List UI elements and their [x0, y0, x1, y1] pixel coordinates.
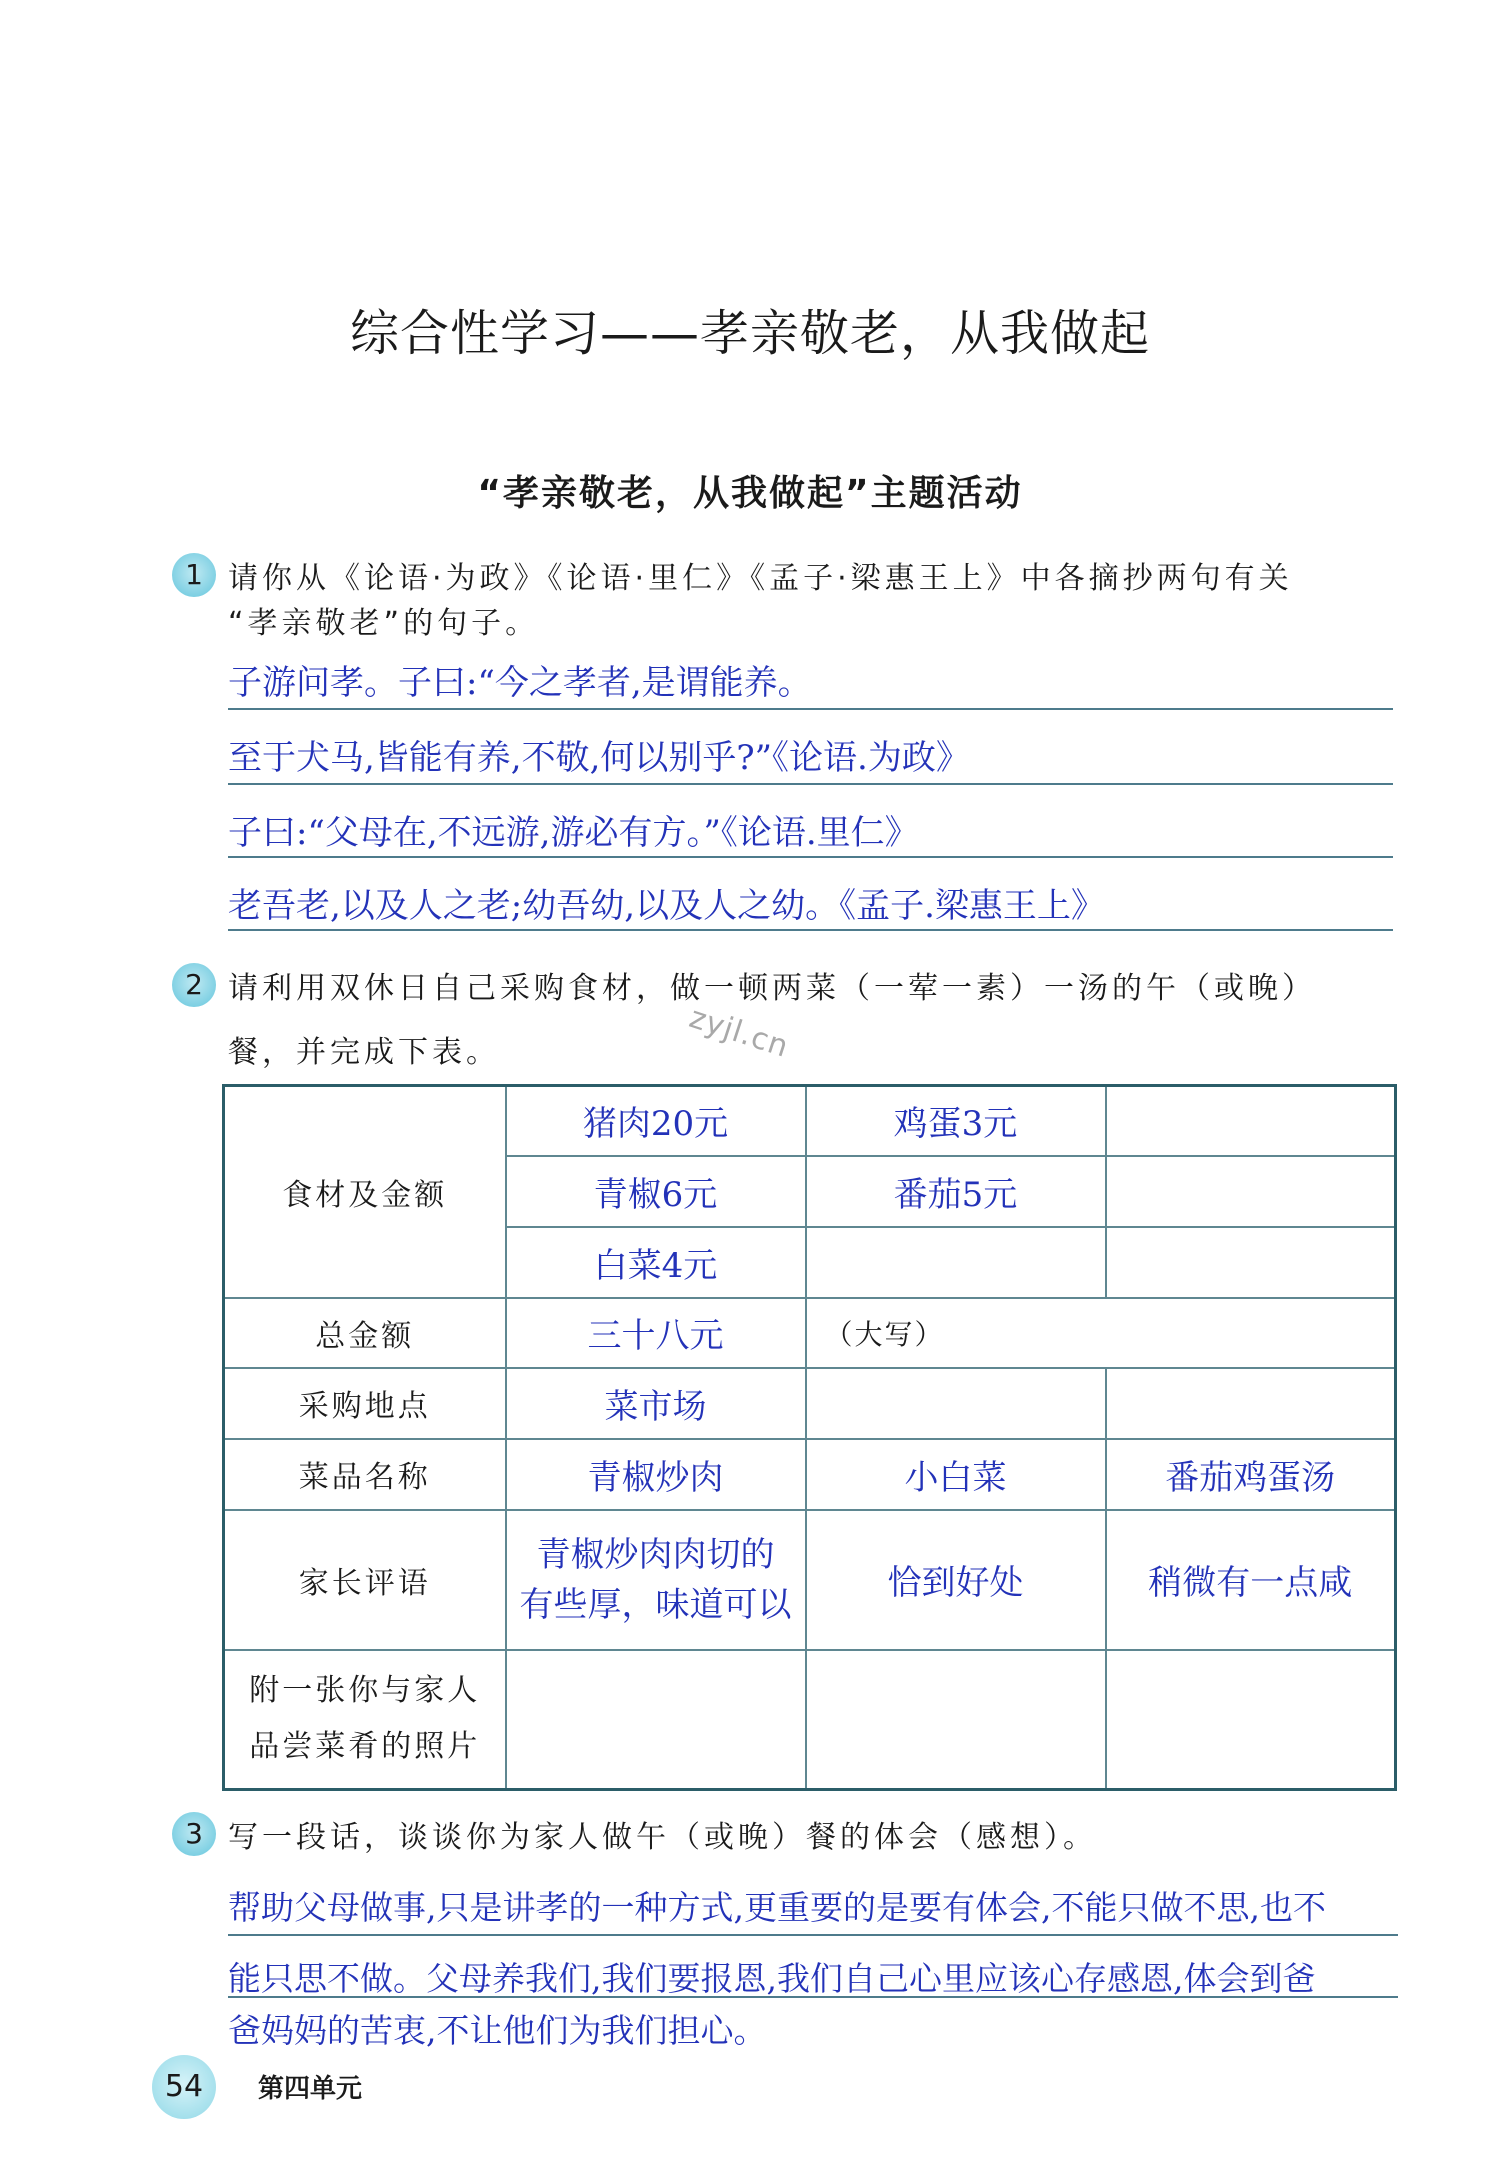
q1-answer-line-4: 老吾老,以及人之老;幼吾幼,以及人之幼。《孟子.梁惠王上》 [228, 886, 1105, 926]
ingredient-cell: 鸡蛋3元 [806, 1086, 1106, 1156]
question-3-text: 写一段话，谈谈你为家人做午（或晚）餐的体会（感想）。 [228, 1820, 1097, 1855]
question-3-number: 3 [172, 1812, 216, 1856]
q3-answer-line-1: 帮助父母做事,只是讲孝的一种方式,更重要的是要有体会,不能只做不思,也不 [228, 1888, 1326, 1927]
unit-label: 第四单元 [258, 2074, 363, 2104]
q3-writing-line-2 [228, 1996, 1398, 1998]
question-1-text-line2: “孝亲敬老”的句子。 [228, 606, 540, 641]
q1-writing-line-1 [228, 708, 1393, 710]
ingredient-cell: 青椒6元 [506, 1156, 806, 1227]
total-label: 总金额 [224, 1298, 506, 1368]
q1-writing-line-3 [228, 856, 1393, 858]
watermark: zyjl.cn [685, 1000, 794, 1065]
activity-subtitle: “孝亲敬老，从我做起”主题活动 [477, 473, 1023, 514]
photo-label-line2: 品尝菜肴的照片 [249, 1729, 481, 1765]
dish-name: 小白菜 [806, 1439, 1106, 1510]
question-2-text-line1: 请利用双休日自己采购食材，做一顿两菜（一荤一素）一汤的午（或晚） [228, 971, 1316, 1006]
photo-cell [806, 1650, 1106, 1790]
parent-comment-1 [506, 1510, 806, 1650]
photo-cell [506, 1650, 806, 1790]
question-2-number: 2 [172, 963, 216, 1007]
ingredient-cell [806, 1227, 1106, 1298]
q1-writing-line-4 [228, 929, 1393, 931]
ingredient-cell: 白菜4元 [506, 1227, 806, 1298]
ingredient-cell [1106, 1156, 1396, 1227]
place-cell: 菜市场 [506, 1368, 806, 1439]
total-value: 三十八元 [506, 1298, 806, 1368]
ingredients-label: 食材及金额 [224, 1086, 506, 1298]
parent-comment-3: 稍微有一点咸 [1106, 1510, 1396, 1650]
parent-comment-2: 恰到好处 [806, 1510, 1106, 1650]
photo-label-line1: 附一张你与家人 [249, 1673, 481, 1709]
ingredient-cell [1106, 1227, 1396, 1298]
place-cell [806, 1368, 1106, 1439]
photo-label [224, 1650, 506, 1790]
ingredient-cell [1106, 1086, 1396, 1156]
q1-answer-line-1: 子游问孝。子曰:“今之孝者,是谓能养。 [228, 663, 812, 703]
parent-comment-1-line2: 有些厚，味道可以 [519, 1584, 792, 1625]
q1-writing-line-2 [228, 783, 1393, 785]
total-note: （大写） [806, 1298, 1396, 1368]
dish-name: 番茄鸡蛋汤 [1106, 1439, 1396, 1510]
question-2-text-line2: 餐，并完成下表。 [228, 1035, 500, 1070]
place-label: 采购地点 [224, 1368, 506, 1439]
page-number: 54 [152, 2055, 216, 2119]
place-cell [1106, 1368, 1396, 1439]
dish-name: 青椒炒肉 [506, 1439, 806, 1510]
ingredient-cell: 猪肉20元 [506, 1086, 806, 1156]
question-1-text-line1: 请你从《论语·为政》《论语·里仁》《孟子·梁惠王上》中各摘抄两句有关 [228, 561, 1293, 596]
question-1-number: 1 [172, 553, 216, 597]
q3-answer-line-2: 能只思不做。父母养我们,我们要报恩,我们自己心里应该心存感恩,体会到爸 [228, 1959, 1316, 1998]
q3-answer-line-3: 爸妈妈的苦衷,不让他们为我们担心。 [228, 2011, 767, 2050]
parent-comment-1-line1: 青椒炒肉肉切的 [536, 1534, 775, 1575]
q1-answer-line-3: 子曰:“父母在,不远游,游必有方。”《论语.里仁》 [228, 813, 919, 853]
comment-label: 家长评语 [224, 1510, 506, 1650]
q3-writing-line-1 [228, 1934, 1398, 1936]
meal-table [222, 1084, 1397, 1791]
ingredient-cell: 番茄5元 [806, 1156, 1106, 1227]
q1-answer-line-2: 至于犬马,皆能有养,不敬,何以别乎?”《论语.为政》 [228, 738, 970, 778]
dish-label: 菜品名称 [224, 1439, 506, 1510]
photo-cell [1106, 1650, 1396, 1790]
page-title: 综合性学习——孝亲敬老，从我做起 [349, 305, 1150, 362]
